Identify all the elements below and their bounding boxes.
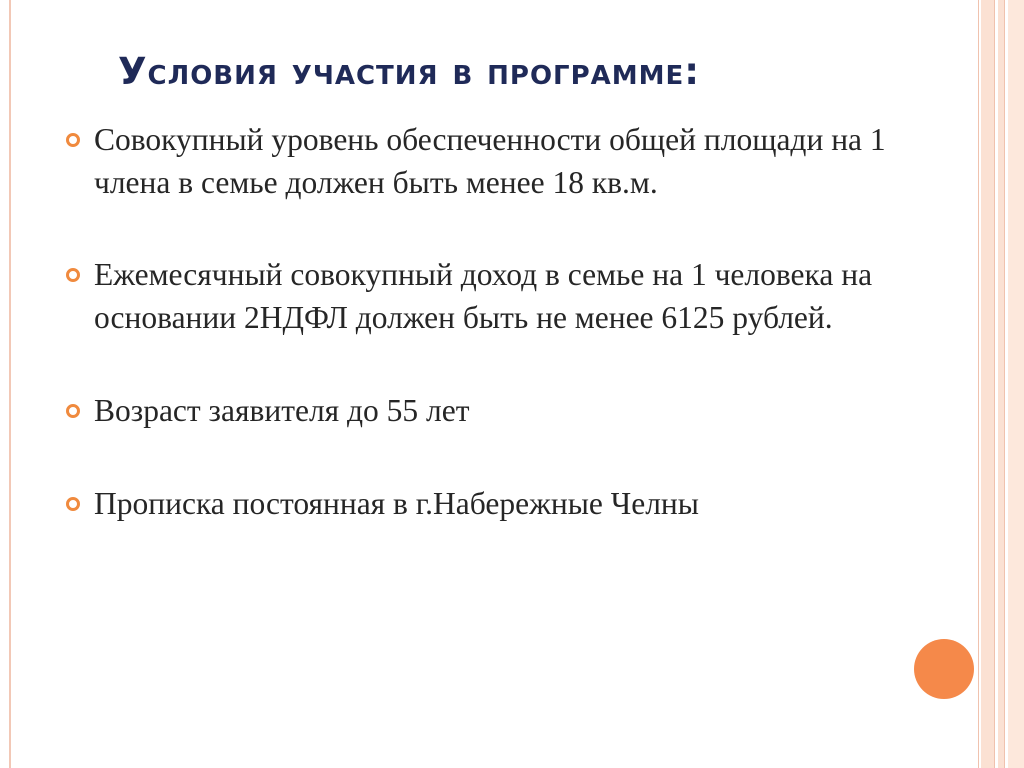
decorative-circle-icon (914, 639, 974, 699)
bullet-circle-icon (66, 268, 80, 282)
bullet-item (66, 118, 926, 204)
bullet-text: Прописка постоянная в г.Набережные Челны (94, 486, 699, 521)
bullet-circle-icon (66, 404, 80, 418)
slide-title: Условия участия в программе: (118, 50, 701, 93)
stripe (981, 0, 994, 768)
bullet-list (66, 118, 926, 525)
bullet-item (66, 253, 926, 339)
right-decorative-stripes (978, 0, 1024, 768)
bullet-text: Совокупный уровень обеспеченности общей площади на 1 члена в семье должен быть менее 18 кв.м. (94, 122, 886, 200)
bullet-text: Возраст заявителя до 55 лет (94, 393, 470, 428)
bullet-item (66, 389, 926, 432)
bullet-text: Ежемесячный совокупный доход в семье на 1 человека на основании 2НДФЛ должен быть не менее 6125 рублей. (94, 257, 873, 335)
bullet-circle-icon (66, 497, 80, 511)
stripe (1004, 0, 1005, 768)
left-border-line (9, 0, 11, 768)
stripe (994, 0, 995, 768)
stripe (1008, 0, 1024, 768)
stripe (978, 0, 979, 768)
bullet-circle-icon (66, 133, 80, 147)
bullet-item (66, 482, 926, 525)
